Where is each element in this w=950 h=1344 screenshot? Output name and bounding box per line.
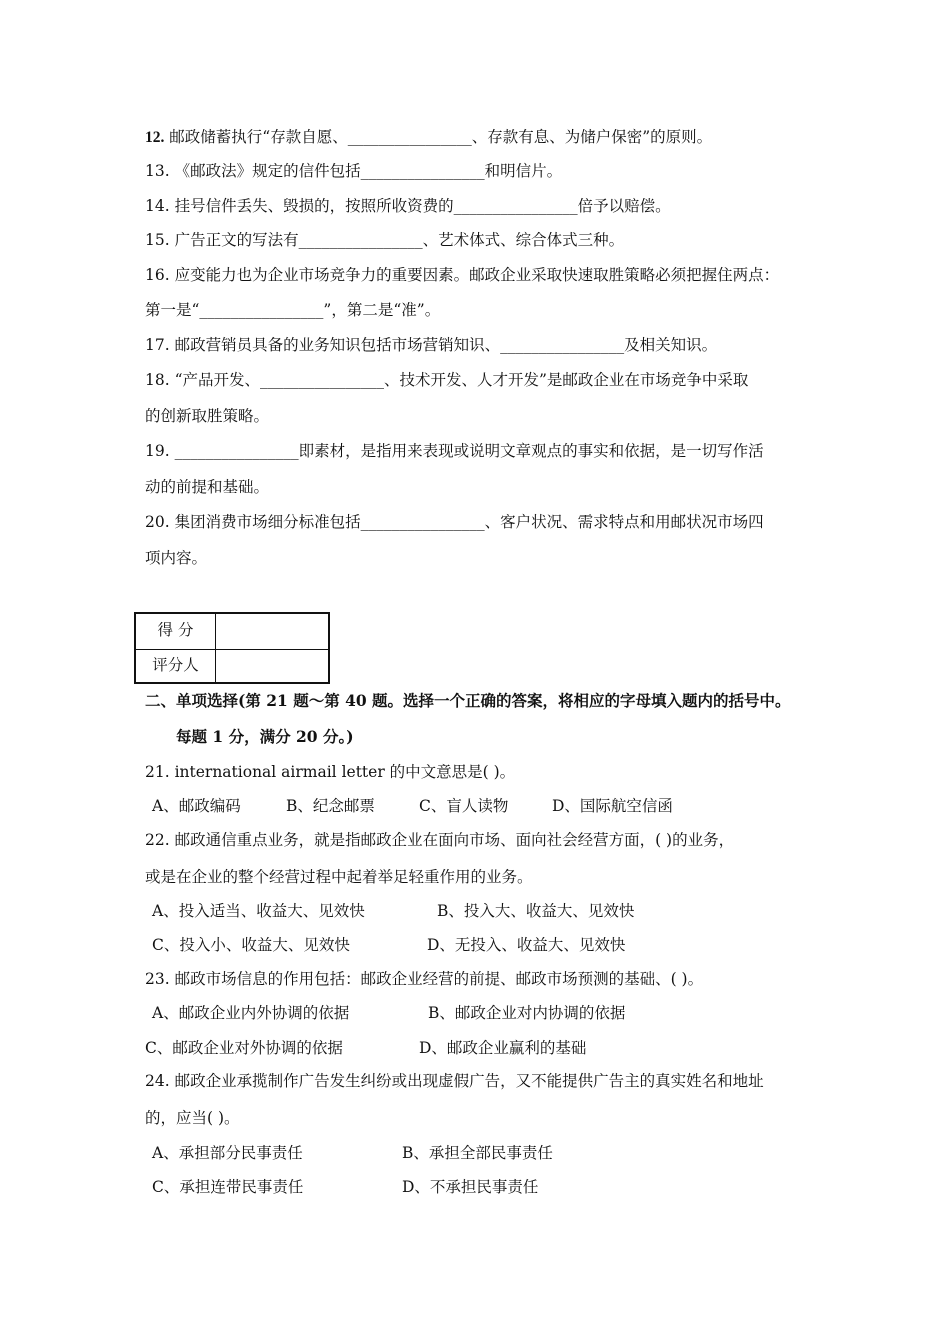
score-value (216, 614, 328, 649)
question-12: 12. 邮政储蓄执行“存款自愿、________________、存款有息、为储户保密”的原则。 (145, 128, 713, 146)
q23-option-d: D、邮政企业赢利的基础 (419, 1039, 587, 1057)
question-16-line2: 第一是“________________”，第二是“准”。 (145, 301, 441, 319)
grader-row (136, 649, 328, 684)
question-19-line2: 动的前提和基础。 (145, 478, 270, 496)
score-table (134, 612, 330, 684)
question-24-line2: 的，应当( )。 (145, 1109, 240, 1127)
q22-option-a: A、投入适当、收益大、见效快 (152, 902, 365, 920)
question-24-line1: 24. 邮政企业承揽制作广告发生纠纷或出现虚假广告，又不能提供广告主的真实姓名和地址 (145, 1072, 764, 1090)
q21-option-d: D、国际航空信函 (552, 797, 673, 815)
question-21: 21. international airmail letter 的中文意思是( )。 (145, 763, 516, 781)
question-22-line2: 或是在企业的整个经营过程中起着举足轻重作用的业务。 (145, 868, 533, 886)
score-label: 得 分 (136, 614, 216, 649)
q24-option-d: D、不承担民事责任 (402, 1178, 539, 1196)
q24-option-b: B、承担全部民事责任 (402, 1144, 553, 1162)
q22-option-b: B、投入大、收益大、见效快 (437, 902, 635, 920)
question-17: 17. 邮政营销员具备的业务知识包括市场营销知识、________________及相关知识。 (145, 336, 718, 354)
question-20-line1: 20. 集团消费市场细分标准包括________________、客户状况、需求特点和用邮状况市场四 (145, 513, 764, 531)
q23-option-c: C、邮政企业对外协调的依据 (145, 1039, 343, 1057)
question-13: 13. 《邮政法》规定的信件包括________________和明信片。 (145, 162, 563, 180)
question-22-line1: 22. 邮政通信重点业务，就是指邮政企业在面向市场、面向社会经营方面，( )的业务， (145, 831, 735, 849)
q23-option-a: A、邮政企业内外协调的依据 (152, 1004, 350, 1022)
q22-option-c: C、投入小、收益大、见效快 (152, 936, 350, 954)
q21-option-b: B、纪念邮票 (286, 797, 375, 815)
q24-option-a: A、承担部分民事责任 (152, 1144, 303, 1162)
score-row (136, 614, 328, 650)
question-12-text: 邮政储蓄执行“存款自愿、________________、存款有息、为储户保密”的原则。 (164, 128, 713, 146)
q21-option-c: C、盲人读物 (419, 797, 509, 815)
q22-option-d: D、无投入、收益大、见效快 (427, 936, 626, 954)
section2-heading-line2: 每题 1 分，满分 20 分。) (176, 727, 354, 746)
question-23: 23. 邮政市场信息的作用包括：邮政企业经营的前提、邮政市场预测的基础、( )。 (145, 970, 704, 988)
question-14: 14. 挂号信件丢失、毁损的，按照所收资费的________________倍予以赔偿。 (145, 197, 671, 215)
question-18-line1: 18. “产品开发、________________、技术开发、人才开发”是邮政企业在市场竞争中采取 (145, 371, 749, 389)
grader-label: 评分人 (136, 649, 216, 684)
question-20-line2: 项内容。 (145, 549, 208, 567)
grader-value (216, 649, 328, 684)
question-15: 15. 广告正文的写法有________________、艺术体式、综合体式三种。 (145, 231, 625, 249)
question-18-line2: 的创新取胜策略。 (145, 407, 270, 425)
question-19-line1: 19. ________________即素材，是指用来表现或说明文章观点的事实和依据，是一切写作活 (145, 442, 764, 460)
q21-option-a: A、邮政编码 (152, 797, 241, 815)
section2-heading-line1: 二、单项选择(第 21 题～第 40 题。选择一个正确的答案，将相应的字母填入题内的括号中。 (145, 691, 791, 710)
question-16-line1: 16. 应变能力也为企业市场竞争力的重要因素。邮政企业采取快速取胜策略必须把握住两点： (145, 266, 780, 284)
q24-option-c: C、承担连带民事责任 (152, 1178, 304, 1196)
q23-option-b: B、邮政企业对内协调的依据 (428, 1004, 626, 1022)
